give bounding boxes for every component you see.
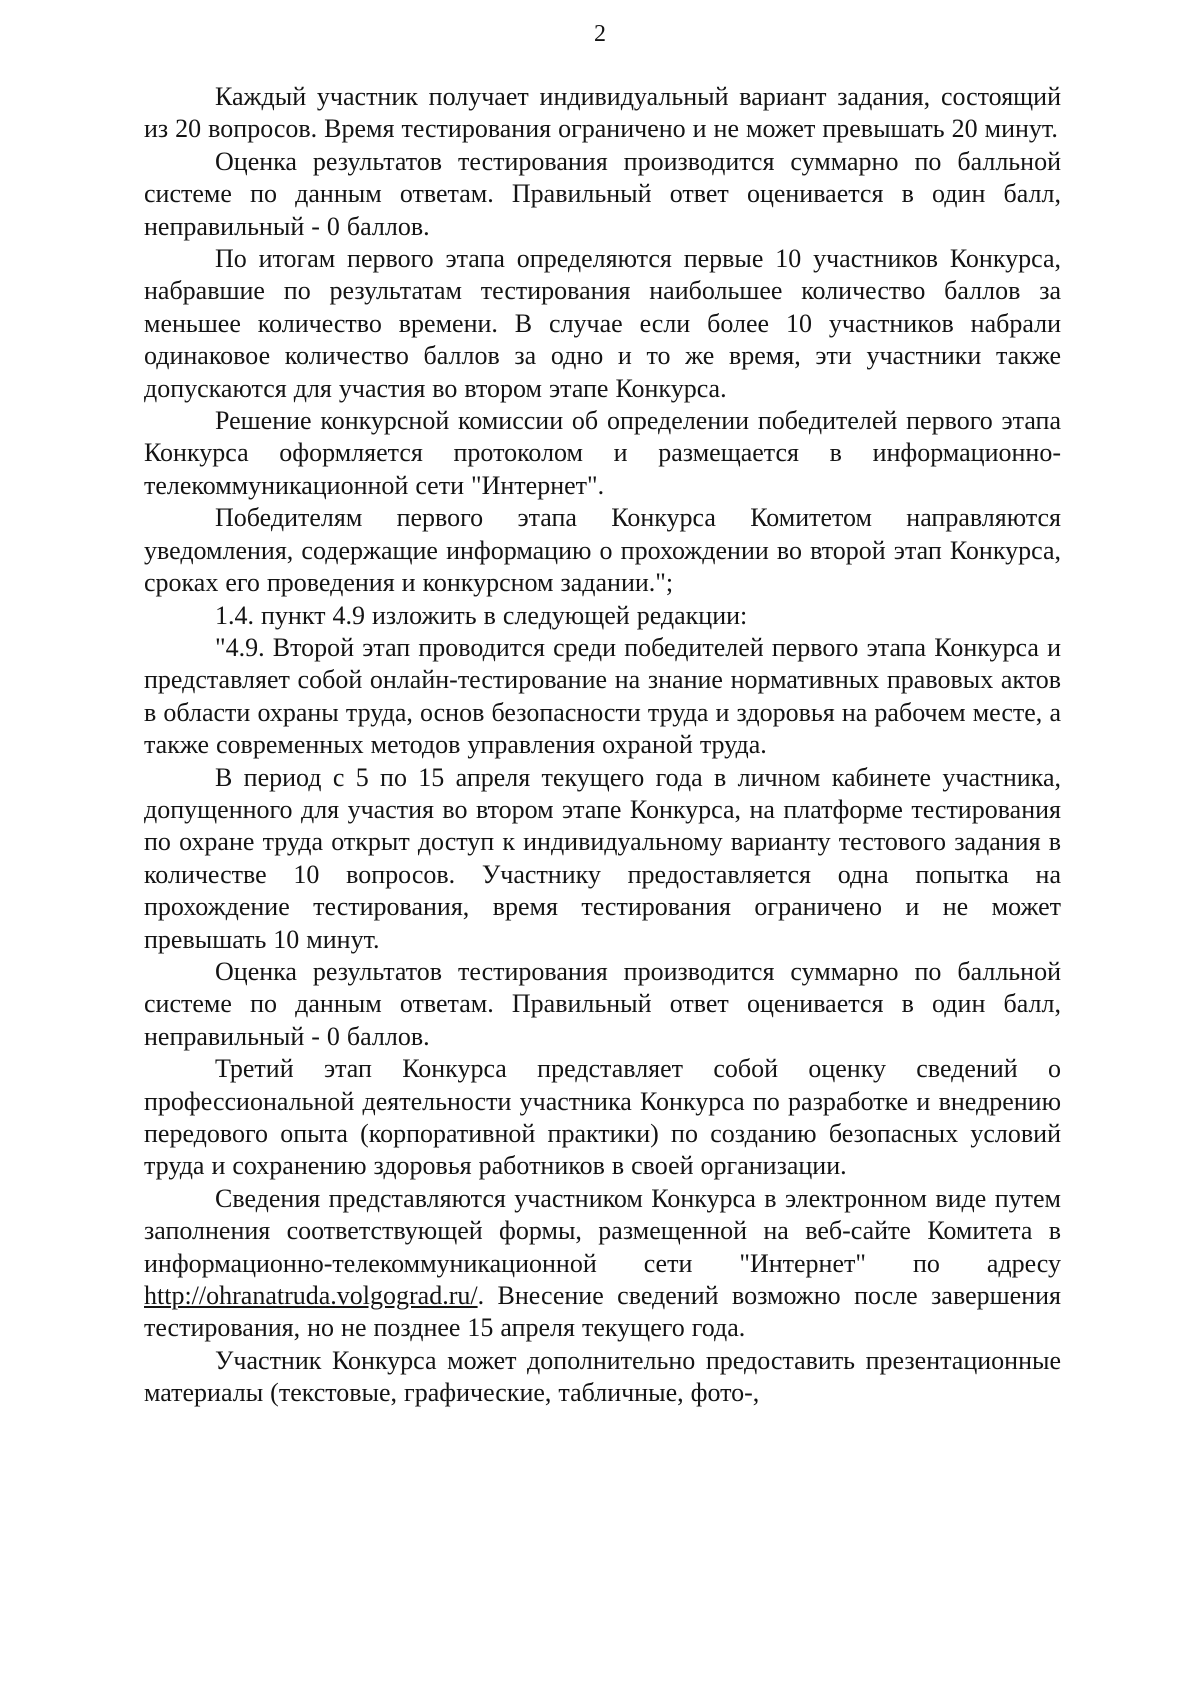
document-body <box>144 81 1061 1410</box>
paragraph-amendment-4-9: 1.4. пункт 4.9 изложить в следующей редакции: <box>215 600 748 630</box>
paragraph-scoring-stage-two: Оценка результатов тестирования производится суммарно по балльной системе по данным ответам. Правильный ответ оценивается в один балл, неправильный - 0 баллов. <box>144 956 1061 1051</box>
page-number: 2 <box>594 21 606 47</box>
paragraph-second-stage: "4.9. Второй этап проводится среди победителей первого этапа Конкурса и представляет собой онлайн-тестирование на знание нормативных правовых актов в области охраны труда, основ безопасности труда и здоровья на рабочем месте, а также современных методов управления охраной труда. <box>144 632 1061 760</box>
paragraph-third-stage: Третий этап Конкурса представляет собой оценку сведений о профессиональной деятельности участника Конкурса по разработке и внедрению передового опыта (корпоративной практики) по созданию безопасных условий труда и сохранению здоровья работников в своей организации. <box>144 1054 1061 1181</box>
submission-text-after: . Внесение сведений возможно после завершения тестирования, но не позднее 15 апреля текущего года. <box>144 1281 1061 1343</box>
submission-text-before: Сведения представляются участником Конкурса в электронном виде путем заполнения соответствующей формы, размещенной на веб-сайте Комитета в информационно-телекоммуникационной сети "Интернет" по адресу <box>144 1183 1061 1278</box>
paragraph-winner-notifications: Победителям первого этапа Конкурса Комитетом направляются уведомления, содержащие информацию о прохождении во второй этап Конкурса, сроках его проведения и конкурсном задании."; <box>144 503 1061 598</box>
paragraph-presentation-materials: Участник Конкурса может дополнительно предоставить презентационные материалы (текстовые, графические, табличные, фото-, <box>144 1345 1061 1408</box>
paragraph-commission-decision: Решение конкурсной комиссии об определении победителей первого этапа Конкурса оформляется протоколом и размещается в информационно-телекоммуникационной сети "Интернет". <box>144 406 1061 500</box>
paragraph-scoring-stage-one: Оценка результатов тестирования производится суммарно по балльной системе по данным ответам. Правильный ответ оценивается в один балл, неправильный - 0 баллов. <box>144 146 1061 241</box>
paragraph-testing-period: В период с 5 по 15 апреля текущего года в личном кабинете участника, допущенного для участия во втором этапе Конкурса, на платформе тестирования по охране труда открыт доступ к индивидуальному варианту тестового задания в количестве 10 вопросов. Участнику предоставляется одна попытка на прохождение тестирования, время тестирования ограничено и не может превышать 10 минут. <box>144 762 1061 954</box>
paragraph-stage-one-results: По итогам первого этапа определяются первые 10 участников Конкурса, набравшие по результатам тестирования наибольшее количество баллов за меньшее количество времени. В случае если более 10 участников набрали одинаковое количество баллов за одно и то же время, эти участники также допускаются для участия во втором этапе Конкурса. <box>144 244 1061 403</box>
paragraph-individual-variant: Каждый участник получает индивидуальный вариант задания, состоящий из 20 вопросов. Время тестирования ограничено и не может превышать 20 минут. <box>144 82 1061 144</box>
paragraph-submission-info <box>144 1183 1061 1345</box>
website-link[interactable]: http://ohranatruda.volgograd.ru/ <box>144 1281 478 1311</box>
